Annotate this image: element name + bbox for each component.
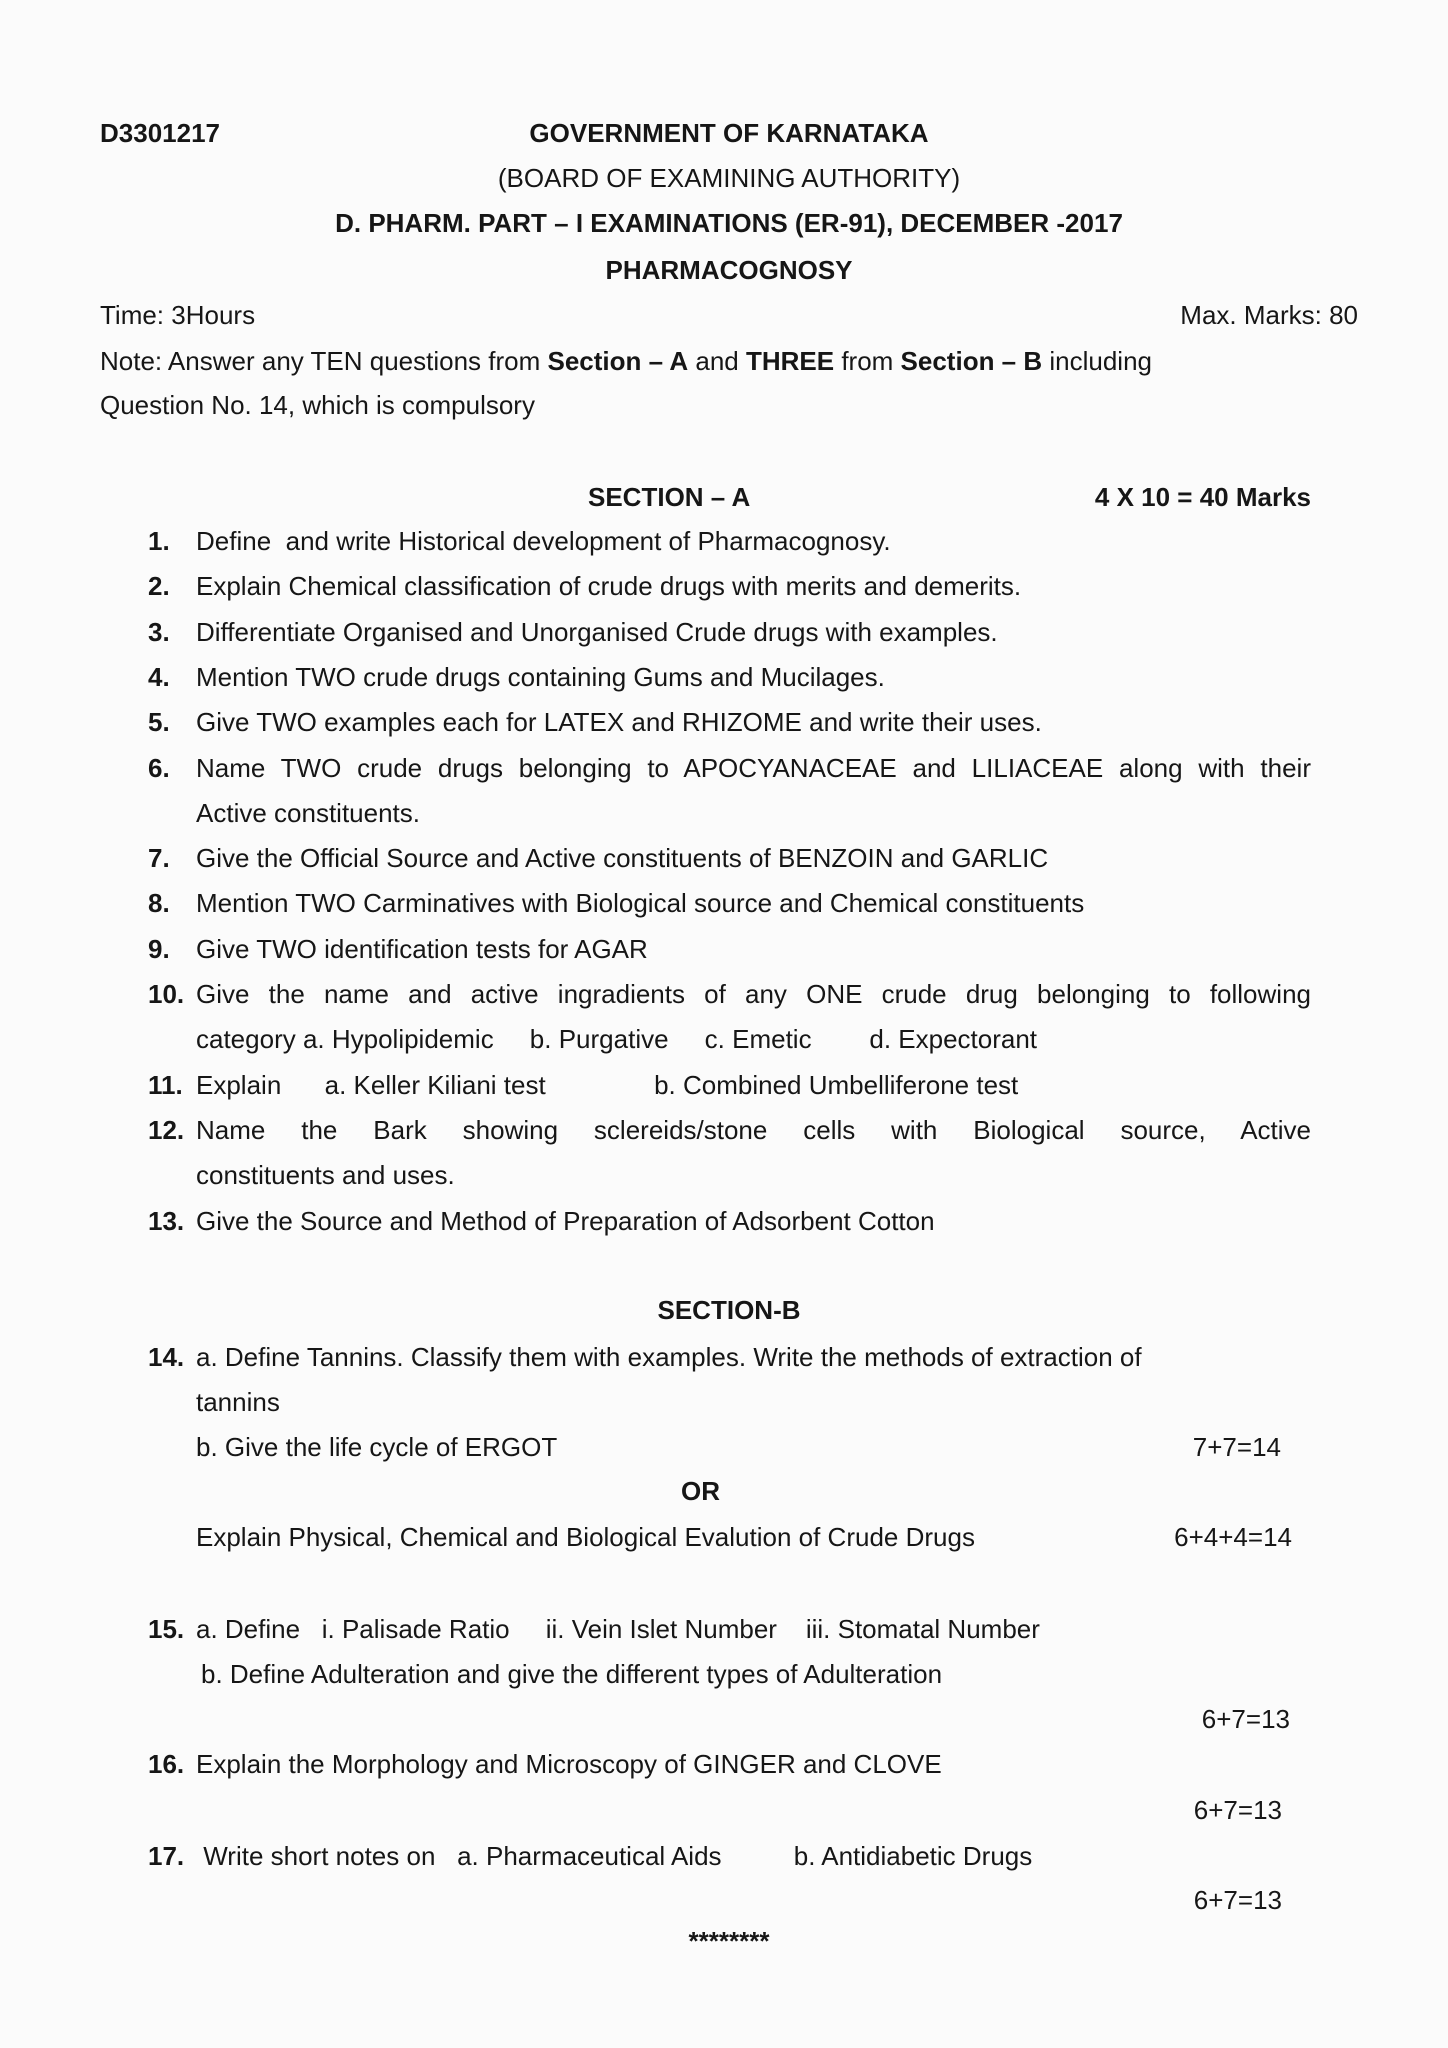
question-number: 11. xyxy=(148,1069,183,1100)
question-number: 17. xyxy=(148,1841,185,1871)
question-17-marks: 6+7=13 xyxy=(1193,1885,1282,1915)
question-number: 16. xyxy=(148,1749,185,1779)
question-text: Give TWO identification tests for AGAR xyxy=(196,933,648,964)
question-number: 15. xyxy=(148,1614,185,1644)
note-line-1 xyxy=(100,346,1152,376)
question-number: 3. xyxy=(148,616,170,647)
header-board: (BOARD OF EXAMINING AUTHORITY) xyxy=(497,163,961,193)
question-text: Give the Official Source and Active constituents of BENZOIN and GARLIC xyxy=(196,843,1049,874)
question-number: 8. xyxy=(148,888,170,919)
question-number: 6. xyxy=(148,752,170,783)
question-text: Give the Source and Method of Preparation of Adsorbent Cotton xyxy=(196,1205,935,1236)
question-number: 1. xyxy=(148,526,170,556)
question-14b: b. Give the life cycle of ERGOT xyxy=(196,1432,558,1462)
note-section-b: Section – B xyxy=(900,346,1043,376)
question-number: 5. xyxy=(148,707,170,738)
question-number: 12. xyxy=(148,1114,185,1145)
note-text: and xyxy=(688,346,746,376)
question-text: Explain Chemical classification of crude drugs with merits and demerits. xyxy=(196,571,1022,602)
note-section-a: Section – A xyxy=(547,346,689,376)
question-15b: b. Define Adulteration and give the different types of Adulteration xyxy=(201,1659,943,1689)
time-label: Time: 3Hours xyxy=(100,300,256,330)
question-14a: a. Define Tannins. Classify them with examples. Write the methods of extraction of xyxy=(196,1342,1142,1372)
note-text: Note: Answer any TEN questions from xyxy=(100,346,548,376)
question-text: Mention TWO crude drugs containing Gums and Mucilages. xyxy=(196,661,885,692)
note-line-2: Question No. 14, which is compulsory xyxy=(100,390,535,420)
section-b-title: SECTION-B xyxy=(657,1295,801,1325)
question-17: Write short notes on a. Pharmaceutical Aids b. Antidiabetic Drugs xyxy=(196,1841,1033,1871)
header-government: GOVERNMENT OF KARNATAKA xyxy=(529,118,929,148)
max-marks-label: Max. Marks: 80 xyxy=(1180,300,1358,330)
section-a-marks: 4 X 10 = 40 Marks xyxy=(1094,482,1311,512)
end-marker: ******** xyxy=(688,1926,770,1956)
section-a-title: SECTION – A xyxy=(588,482,751,512)
question-number: 2. xyxy=(148,571,170,602)
question-number: 4. xyxy=(148,661,170,692)
question-number: 9. xyxy=(148,933,170,964)
question-14-marks: 7+7=14 xyxy=(1192,1432,1281,1462)
question-text-cont: constituents and uses. xyxy=(196,1160,455,1191)
header-exam: D. PHARM. PART – I EXAMINATIONS (ER-91), DECEMBER -2017 xyxy=(335,208,1123,238)
question-number: 14. xyxy=(148,1342,185,1372)
question-15-marks: 6+7=13 xyxy=(1201,1704,1290,1734)
question-text: Define and write Historical development of Pharmacognosy. xyxy=(196,526,891,556)
question-text-cont: Active constituents. xyxy=(196,797,420,828)
question-16: Explain the Morphology and Microscopy of GINGER and CLOVE xyxy=(196,1749,942,1779)
paper-code: D3301217 xyxy=(100,118,220,148)
question-text: Name TWO crude drugs belonging to APOCYANACEAE and LILIACEAE along with their xyxy=(196,752,1311,783)
question-text: Give the name and active ingradients of any ONE crude drug belonging to following xyxy=(196,979,1311,1009)
question-14-alt-marks: 6+4+4=14 xyxy=(1174,1522,1292,1552)
or-label: OR xyxy=(681,1476,720,1506)
note-text: including xyxy=(1042,346,1152,376)
question-16-marks: 6+7=13 xyxy=(1193,1795,1282,1825)
question-15a: a. Define i. Palisade Ratio ii. Vein Islet Number iii. Stomatal Number xyxy=(196,1614,1040,1644)
question-text: Name the Bark showing sclereids/stone cells with Biological source, Active xyxy=(196,1114,1311,1145)
note-text: from xyxy=(834,346,901,376)
question-text-cont: category a. Hypolipidemic b. Purgative c. Emetic d. Expectorant xyxy=(196,1024,1038,1055)
question-text: Mention TWO Carminatives with Biological source and Chemical constituents xyxy=(196,888,1085,919)
note-three: THREE xyxy=(745,346,835,376)
question-text: Explain a. Keller Kiliani test b. Combined Umbelliferone test xyxy=(196,1069,1019,1100)
question-number: 13. xyxy=(148,1205,185,1236)
header-subject: PHARMACOGNOSY xyxy=(605,255,853,285)
question-text: Give TWO examples each for LATEX and RHIZOME and write their uses. xyxy=(196,707,1042,738)
question-14-alt: Explain Physical, Chemical and Biological Evalution of Crude Drugs xyxy=(196,1522,975,1552)
question-text: Differentiate Organised and Unorganised Crude drugs with examples. xyxy=(196,616,998,647)
question-number: 10. xyxy=(148,979,185,1009)
question-14a-cont: tannins xyxy=(196,1387,280,1417)
question-number: 7. xyxy=(148,843,170,874)
